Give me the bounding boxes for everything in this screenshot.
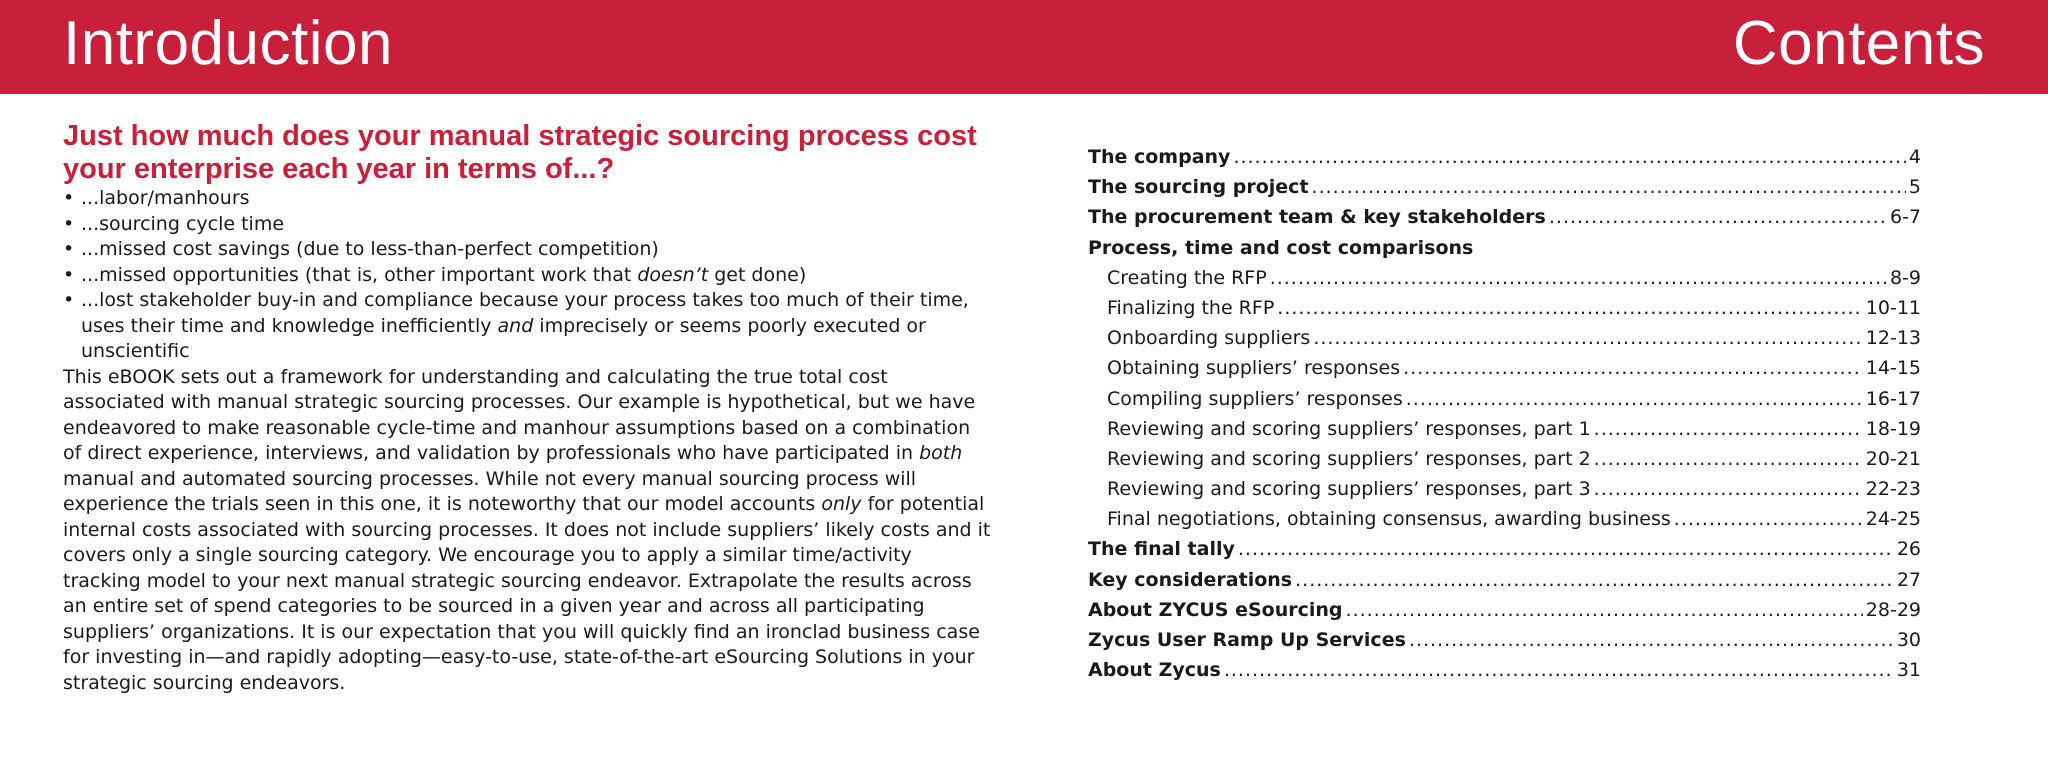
toc-entry[interactable]: The procurement team & key stakeholders ..... 6-7 [1088, 202, 1921, 232]
list-item: • ...missed cost savings (due to less-than-perfect competition) [63, 237, 993, 263]
introduction-section [63, 120, 993, 696]
dot-leader [1270, 263, 1887, 293]
contents-heading: Contents [1732, 9, 1985, 78]
dot-leader [1295, 565, 1894, 595]
toc-entry[interactable]: Finalizing the RFP ..... 10-11 [1088, 293, 1921, 323]
toc-entry[interactable]: Final negotiations, obtaining consensus, awarding business ..... 24-25 [1088, 504, 1921, 534]
dot-leader [1277, 293, 1863, 323]
cost-factor-list [63, 186, 993, 365]
dot-leader [1403, 353, 1863, 383]
dot-leader [1313, 323, 1862, 353]
toc-entry[interactable]: Reviewing and scoring suppliers’ responses, part 3 ..... 22-23 [1088, 474, 1921, 504]
toc-entry[interactable]: About Zycus ..... 31 [1088, 655, 1921, 685]
list-item: • ...sourcing cycle time [63, 212, 993, 238]
toc-entry[interactable]: Reviewing and scoring suppliers’ responses, part 2 ..... 20-21 [1088, 444, 1921, 474]
dot-leader [1346, 595, 1863, 625]
table-of-contents [1088, 142, 1921, 685]
toc-entry[interactable]: Creating the RFP ..... 8-9 [1088, 263, 1921, 293]
toc-entry[interactable]: Obtaining suppliers’ responses ..... 14-15 [1088, 353, 1921, 383]
dot-leader [1238, 534, 1894, 564]
toc-entry[interactable]: The sourcing project ..... 5 [1088, 172, 1921, 202]
toc-entry[interactable]: Onboarding suppliers ..... 12-13 [1088, 323, 1921, 353]
dot-leader [1594, 474, 1863, 504]
toc-entry[interactable]: About ZYCUS eSourcing ..... 28-29 [1088, 595, 1921, 625]
dot-leader [1233, 142, 1905, 172]
toc-entry[interactable]: Reviewing and scoring suppliers’ responses, part 1 ..... 18-19 [1088, 414, 1921, 444]
toc-entry[interactable]: Key considerations ..... 27 [1088, 565, 1921, 595]
intro-body-paragraph: This eBOOK sets out a framework for understanding and calculating the true total cost associated with manual strategic sourcing processes. Our example is hypothetical, but we have endeavored to make reasonable cycle-time and manhour assumptions based on a combination of direct experience, interviews, and validation by professionals who have participated in both manual and automated sourcing processes. While not every manual sourcing process will experience the trials seen in this one, it is noteworthy that our model accounts only for potential internal costs associated with sourcing processes. It does not include suppliers’ likely costs and it covers only a single sourcing category. We encourage you to apply a similar time/activity tracking model to your next manual strategic sourcing endeavor. Extrapolate the results across an entire set of spend categories to be sourced in a given year and across all participating suppliers’ organizations. It is our expectation that you will quickly find an ironclad business case for investing in—and rapidly adopting—easy-to-use, state-of-the-art eSourcing Solutions in your strategic sourcing endeavors. [63, 365, 991, 694]
intro-question: Just how much does your manual strategic sourcing process cost your enterprise each year in terms of...? [63, 120, 977, 185]
introduction-heading: Introduction [63, 9, 393, 78]
header-band [0, 0, 2048, 94]
dot-leader [1224, 655, 1894, 685]
dot-leader [1409, 625, 1894, 655]
dot-leader [1406, 384, 1863, 414]
dot-leader [1312, 172, 1906, 202]
list-item: • ...lost stakeholder buy-in and compliance because your process takes too much of their time, uses their time and knowledge inefficiently and imprecisely or seems poorly executed or unscientific [63, 288, 993, 365]
toc-entry[interactable]: Zycus User Ramp Up Services ..... 30 [1088, 625, 1921, 655]
toc-entry[interactable]: The company ..... 4 [1088, 142, 1921, 172]
toc-entry[interactable]: Compiling suppliers’ responses ..... 16-17 [1088, 384, 1921, 414]
dot-leader [1594, 414, 1863, 444]
dot-leader [1549, 202, 1887, 232]
list-item: • ...missed opportunities (that is, other important work that doesn’t get done) [63, 263, 993, 289]
list-item: • ...labor/manhours [63, 186, 993, 212]
toc-section-heading: Process, time and cost comparisons [1088, 236, 1474, 259]
dot-leader [1674, 504, 1863, 534]
toc-entry[interactable]: The final tally ..... 26 [1088, 534, 1921, 564]
dot-leader [1594, 444, 1863, 474]
